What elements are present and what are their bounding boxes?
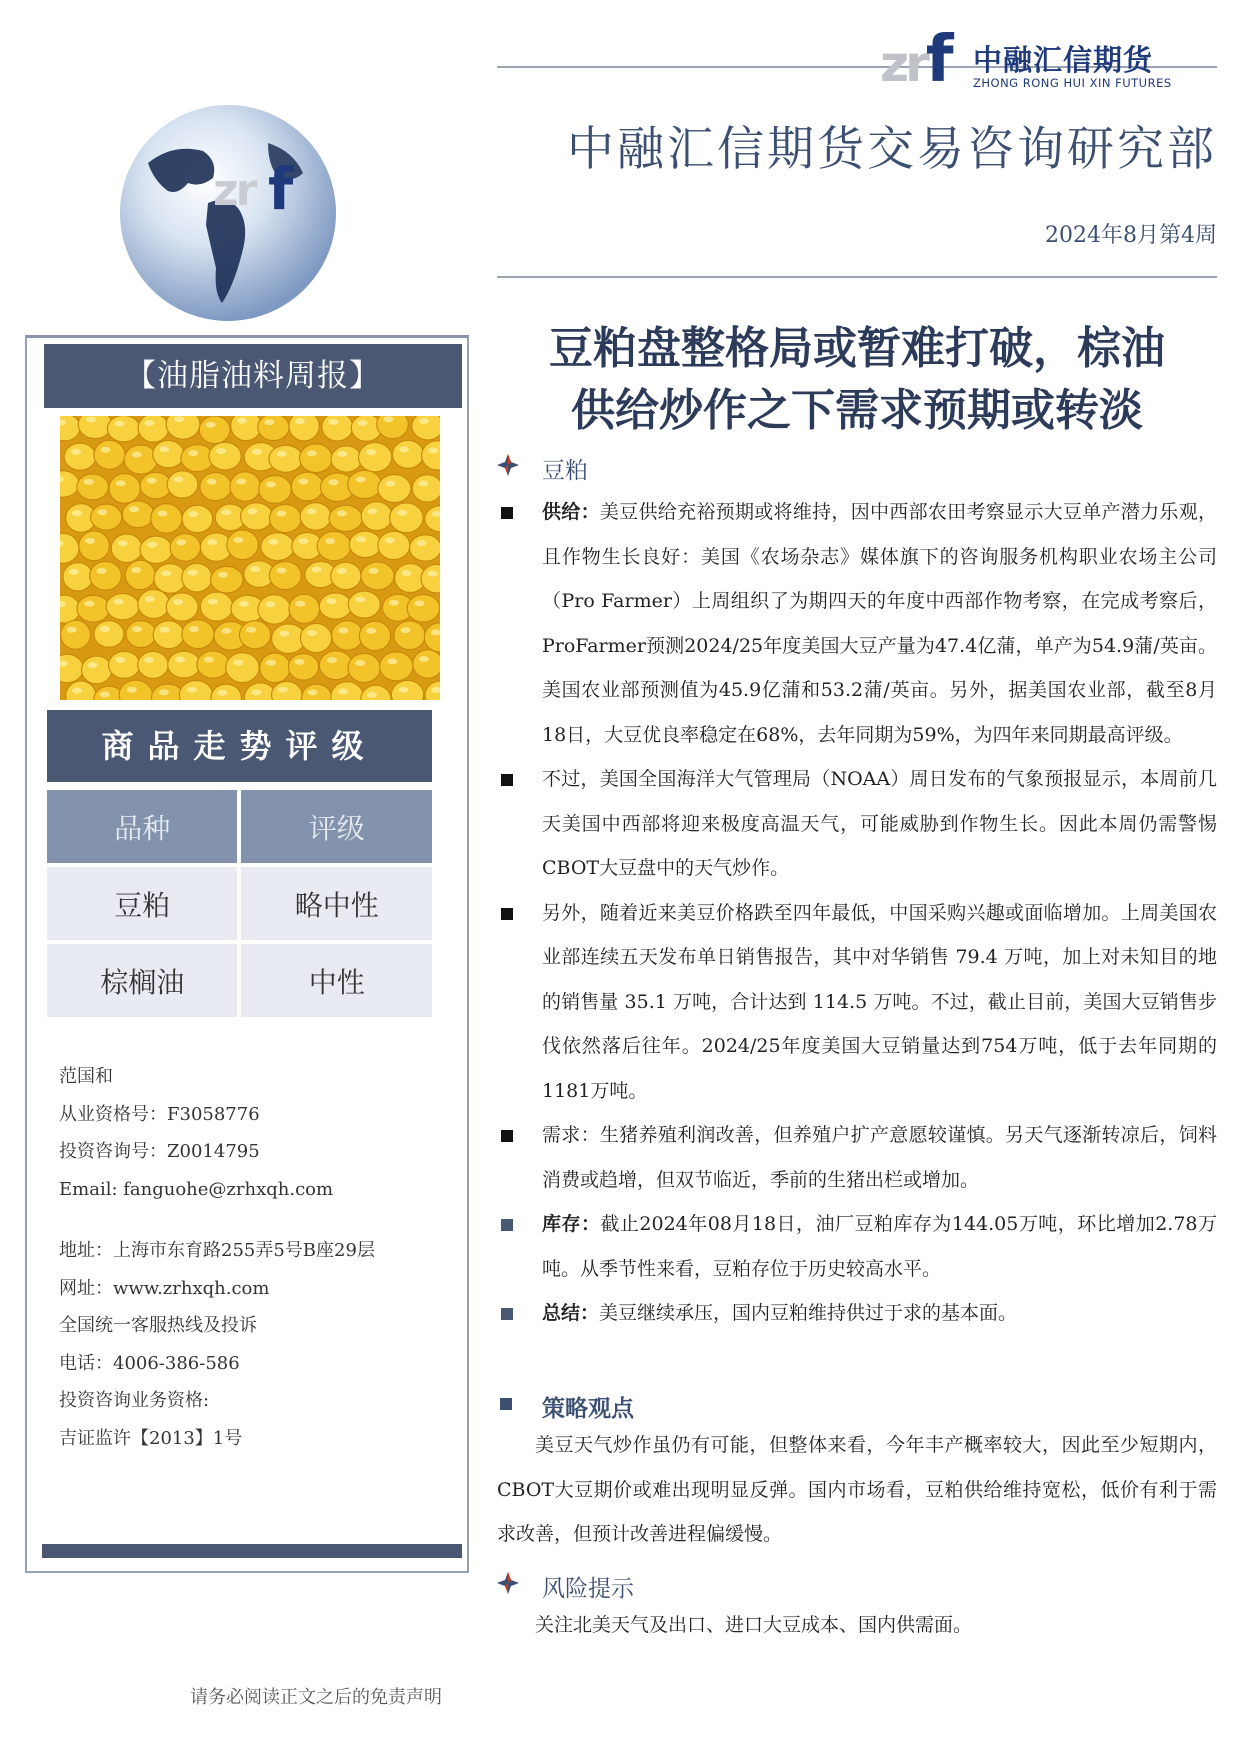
department-title: 中融汇信期货交易咨询研究部 [567,122,1217,177]
variety-cell: 豆粕 [47,863,237,940]
license-label: 投资咨询业务资格: [59,1390,210,1411]
hotline-label: 全国统一客服热线及投诉 [59,1315,257,1336]
globe-logo-image [118,103,338,323]
bullet-square-icon [501,774,513,786]
four-point-arrow-icon [497,454,519,476]
hotline-phone: 电话：4006-386-586 [59,1352,240,1374]
svg-text:f: f [268,155,294,223]
soymeal-analysis [497,490,1217,1336]
bullet-label: 总结： [542,1302,600,1324]
report-headline [497,318,1217,442]
list-item [497,1291,1217,1336]
zrf-logo-mark: zrf [880,23,950,97]
bullet-label: 供给： [542,501,600,523]
report-date: 2024年8月第4周 [1045,223,1217,248]
strategy-paragraph: 美豆天气炒作虽仍有可能，但整体来看，今年丰产概率较大，因此至少短期内，CBOT大豆期价或难出现明显反弹。国内市场看，豆粕供给维持宽松，低价有利于需求改善，但预计改善进程偏缓慢。 [497,1434,1217,1545]
list-item [497,757,1217,891]
headline-line-2: 供给炒作之下需求预期或转淡 [571,385,1143,436]
bullet-square-icon [501,1130,513,1142]
analyst-contact-info [59,1058,375,1457]
company-website: 网址：www.zrhxqh.com [59,1277,270,1299]
sidebar-footer-bar [42,1544,462,1558]
table-row [47,940,432,1017]
rating-table-header [47,790,432,863]
bullet-text: 另外，随着近来美豆价格跌至四年最低，中国采购兴趣或面临增加。上周美国农业部连续五天发布单日销售报告，其中对华销售 79.4 万吨，加上对未知目的地的销售量 35.1 万吨，合计达到 114.5 万吨。不过，截止目前，美国大豆销售步伐依然落后往年。2024/25年度美国大豆销量达到754万吨，低于去年同期的1181万吨。 [542,901,1217,1102]
bullet-label: 库存： [542,1213,601,1235]
section-title: 风险提示 [542,1576,634,1602]
col-header-variety: 品种 [47,790,237,863]
weekly-report-title: 【油脂油料周报】 [44,344,462,408]
svg-text:zr: zr [213,165,255,216]
bullet-text: 美豆继续承压，国内豆粕维持供过于求的基本面。 [599,1302,1018,1324]
spacer [59,1208,375,1232]
rating-section-title: 商品走势评级 [47,710,432,782]
company-address: 地址：上海市东育路255弄5号B座29层 [59,1240,375,1261]
four-point-arrow-icon [497,1572,519,1594]
logo-chinese-name: 中融汇信期货 [973,43,1154,77]
rating-cell: 中性 [237,940,432,1017]
variety-cell: 棕榈油 [47,940,237,1017]
bullet-text: 不过，美国全国海洋大气管理局（NOAA）周日发布的气象预报显示，本周前几天美国中西部将迎来极度高温天气，可能威胁到作物生长。因此本周仍需警惕CBOT大豆盘中的天气炒作。 [542,768,1217,879]
list-item [497,1113,1217,1202]
headline-line-1: 豆粕盘整格局或暂难打破，棕油 [549,323,1165,374]
rating-cell: 略中性 [237,863,432,940]
logo-english-name: ZHONG RONG HUI XIN FUTURES [973,76,1172,90]
section-title: 策略观点 [542,1395,634,1422]
bullet-square-icon [501,507,513,519]
bullet-square-icon [500,1398,512,1410]
sidebar-panel [25,335,469,1573]
consult-number: 投资咨询号：Z0014795 [59,1141,260,1162]
analyst-email: Email: fanguohe@zrhxqh.com [59,1178,334,1200]
risk-paragraph: 关注北美天气及出口、进口大豆成本、国内供需面。 [535,1614,973,1636]
bullet-text: 需求：生猪养殖利润改善，但养殖户扩产意愿较谨慎。另天气逐渐转凉后，饲料消费或趋增，但双节临近，季前的生猪出栏或增加。 [542,1124,1217,1191]
section-title: 豆粕 [542,458,588,484]
bullet-text: 截止2024年08月18日，油厂豆粕库存为144.05万吨，环比增加2.78万吨。从季节性来看，豆粕存位于历史较高水平。 [542,1213,1217,1280]
analyst-name: 范国和 [59,1066,113,1087]
qualification-number: 从业资格号：F3058776 [59,1103,260,1125]
table-row [47,863,432,940]
disclaimer-note: 请务必阅读正文之后的免责声明 [190,1687,442,1708]
bullet-text: 美豆供给充裕预期或将维持，因中西部农田考察显示大豆单产潜力乐观，且作物生长良好：美国《农场杂志》媒体旗下的咨询服务机构职业农场主公司（Pro Farmer）上周组织了为期四天的年度中西部作物考察，在完成考察后，ProFarmer预测2024/25年度美国大豆产量为47.4亿蒲，单产为54.9蒲/英亩。美国农业部预测值为45.9亿蒲和53.2蒲/英亩。另外，据美国农业部，截至8月18日，大豆优良率稳定在68%，去年同期为59%，为四年来同期最高评级。 [542,501,1217,746]
bullet-square-icon [501,1219,513,1231]
header-bottom-rule [497,276,1217,278]
license-number: 吉证监许【2013】1号 [59,1427,243,1449]
list-item [497,1202,1217,1291]
bullet-square-icon [501,908,513,920]
bullet-square-icon [501,1308,513,1320]
soybean-photo [60,416,440,700]
list-item [497,891,1217,1114]
col-header-rating: 评级 [237,790,432,863]
company-logo [880,23,1220,97]
list-item [497,490,1217,757]
rating-table [47,790,432,1017]
